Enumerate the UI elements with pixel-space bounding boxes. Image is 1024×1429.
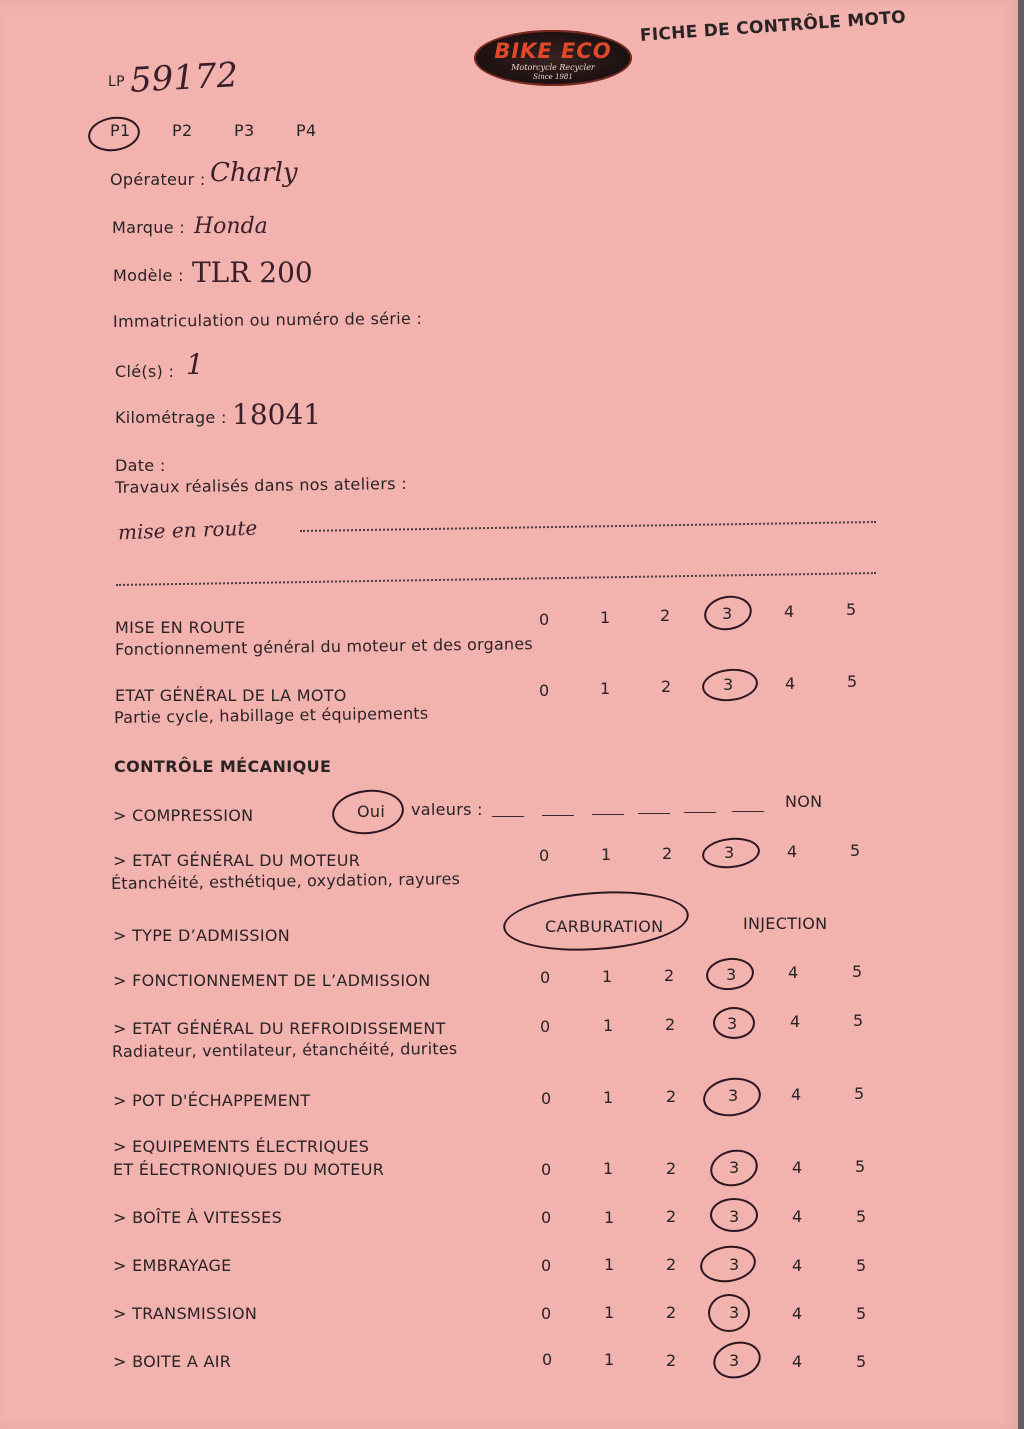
scale-0[interactable]: 0	[539, 846, 550, 865]
scale-4[interactable]: 4	[791, 1085, 802, 1104]
scale-4[interactable]: 4	[787, 842, 798, 861]
modele-value[interactable]: TLR 200	[192, 256, 313, 289]
compression-label: > COMPRESSION	[113, 806, 254, 825]
scale-2[interactable]: 2	[666, 1159, 677, 1178]
rating-circle	[700, 666, 759, 704]
etat-moto-subtitle: Partie cycle, habillage et équipements	[113, 703, 429, 727]
scale-3[interactable]: 3	[729, 1351, 740, 1370]
travaux-dotted-line-1	[300, 521, 876, 532]
operateur-label: Opérateur :	[110, 170, 206, 189]
scale-5[interactable]: 5	[856, 1256, 867, 1275]
bike-eco-logo	[474, 30, 632, 86]
scale-1[interactable]: 1	[602, 967, 613, 986]
kilometrage-value[interactable]: 18041	[232, 398, 322, 431]
controle-mecanique-title: CONTRÔLE MÉCANIQUE	[114, 757, 332, 776]
scale-1[interactable]: 1	[601, 845, 612, 864]
rating-circle	[704, 956, 755, 993]
scale-4[interactable]: 4	[788, 963, 799, 982]
equipements-electriques-subtitle: ET ÉLECTRONIQUES DU MOTEUR	[113, 1160, 385, 1179]
scale-0[interactable]: 0	[541, 1208, 552, 1227]
scale-5[interactable]: 5	[854, 1084, 865, 1103]
rating-circle	[710, 1198, 758, 1232]
rating-circle	[698, 1242, 758, 1285]
cles-value[interactable]: 1	[186, 348, 204, 381]
rating-circle	[701, 1074, 764, 1120]
scale-3[interactable]: 3	[729, 1158, 740, 1177]
compression-oui-circle	[330, 786, 406, 837]
boite-vitesses-title: > BOÎTE À VITESSES	[113, 1208, 283, 1227]
embrayage-title: > EMBRAYAGE	[113, 1256, 232, 1275]
scale-2[interactable]: 2	[665, 1015, 676, 1034]
kilometrage-label: Kilométrage :	[115, 408, 227, 427]
scale-2[interactable]: 2	[664, 966, 675, 985]
position-selected-circle	[86, 114, 142, 155]
cles-label: Clé(s) :	[115, 362, 175, 381]
scale-4[interactable]: 4	[784, 602, 795, 621]
scale-1[interactable]: 1	[604, 1303, 615, 1322]
lp-label: LP	[108, 74, 125, 90]
logo-tagline: Motorcycle Recycler	[511, 63, 595, 72]
date-label: Date :	[115, 456, 166, 475]
scale-2[interactable]: 2	[666, 1303, 677, 1322]
scale-5[interactable]: 5	[856, 1352, 867, 1371]
refroidissement-title: > ETAT GÉNÉRAL DU REFROIDISSEMENT	[113, 1019, 446, 1038]
etat-moteur-title: > ETAT GÉNÉRAL DU MOTEUR	[113, 851, 361, 870]
scale-4[interactable]: 4	[792, 1207, 803, 1226]
transmission-title: > TRANSMISSION	[113, 1304, 258, 1323]
travaux-value[interactable]: mise en route	[117, 515, 258, 545]
position-p3[interactable]: P3	[234, 121, 255, 140]
scale-4[interactable]: 4	[792, 1304, 803, 1323]
etat-moteur-subtitle: Étanchéité, esthétique, oxydation, rayures	[110, 869, 461, 893]
logo-brand: BIKE ECO	[494, 39, 612, 63]
mise-en-route-subtitle: Fonctionnement général du moteur et des organes	[114, 634, 533, 659]
boite-air-title: > BOITE A AIR	[113, 1352, 232, 1371]
scale-3[interactable]: 3	[729, 1303, 740, 1322]
scale-4[interactable]: 4	[785, 674, 796, 693]
scale-5[interactable]: 5	[853, 1011, 864, 1030]
admission-injection[interactable]: INJECTION	[743, 914, 828, 933]
scale-3[interactable]: 3	[729, 1207, 740, 1226]
equipements-electriques-title: > EQUIPEMENTS ÉLECTRIQUES	[113, 1137, 370, 1156]
position-p4[interactable]: P4	[296, 121, 317, 140]
scale-0[interactable]: 0	[541, 1256, 552, 1275]
compression-value-blank[interactable]	[492, 816, 524, 817]
scale-2[interactable]: 2	[661, 677, 672, 696]
rating-circle	[707, 1145, 761, 1190]
scale-1[interactable]: 1	[603, 1016, 614, 1035]
logo-since: Since 1981	[533, 73, 573, 81]
compression-value-blank[interactable]	[684, 812, 716, 813]
scale-1[interactable]: 1	[604, 1350, 615, 1369]
pot-echappement-title: > POT D'ÉCHAPPEMENT	[113, 1091, 311, 1110]
scale-4[interactable]: 4	[792, 1256, 803, 1275]
compression-oui[interactable]: Oui	[357, 802, 386, 821]
modele-label: Modèle :	[113, 266, 184, 285]
scale-5[interactable]: 5	[850, 841, 861, 860]
scale-0[interactable]: 0	[539, 681, 550, 700]
fonctionnement-admission-title: > FONCTIONNEMENT DE L’ADMISSION	[113, 971, 431, 990]
type-admission-label: > TYPE D’ADMISSION	[113, 926, 291, 945]
scale-2[interactable]: 2	[662, 844, 673, 863]
scale-3[interactable]: 3	[729, 1255, 740, 1274]
scale-1[interactable]: 1	[603, 1159, 614, 1178]
immatriculation-label: Immatriculation ou numéro de série :	[112, 308, 423, 331]
scale-4[interactable]: 4	[792, 1352, 803, 1371]
travaux-label: Travaux réalisés dans nos ateliers :	[114, 473, 407, 497]
carburation-circle	[501, 886, 691, 957]
operateur-value[interactable]: Charly	[210, 158, 298, 188]
scale-1[interactable]: 1	[600, 679, 611, 698]
position-p1[interactable]: P1	[110, 121, 131, 140]
rating-circle	[709, 1337, 764, 1384]
scale-0[interactable]: 0	[539, 610, 550, 629]
scale-2[interactable]: 2	[666, 1255, 677, 1274]
scale-0[interactable]: 0	[542, 1350, 553, 1369]
scale-0[interactable]: 0	[541, 1160, 552, 1179]
scale-5[interactable]: 5	[856, 1304, 867, 1323]
scale-2[interactable]: 2	[666, 1207, 677, 1226]
scale-1[interactable]: 1	[604, 1208, 615, 1227]
scale-1[interactable]: 1	[603, 1088, 614, 1107]
compression-value-blank[interactable]	[542, 815, 574, 816]
scale-5[interactable]: 5	[856, 1207, 867, 1226]
scale-3[interactable]: 3	[727, 1014, 738, 1033]
scale-5[interactable]: 5	[847, 672, 858, 691]
scale-4[interactable]: 4	[790, 1012, 801, 1031]
rating-circle	[701, 835, 762, 871]
mise-en-route-title: MISE EN ROUTE	[115, 618, 246, 637]
rating-circle	[701, 592, 754, 634]
scale-0[interactable]: 0	[541, 1089, 552, 1108]
compression-value-blank[interactable]	[732, 811, 764, 812]
scale-5[interactable]: 5	[846, 600, 857, 619]
lp-number[interactable]: 59172	[129, 55, 240, 101]
scale-3[interactable]: 3	[722, 604, 733, 623]
scale-4[interactable]: 4	[792, 1158, 803, 1177]
marque-value[interactable]: Honda	[194, 214, 268, 239]
refroidissement-subtitle: Radiateur, ventilateur, étanchéité, durites	[111, 1038, 458, 1061]
compression-non[interactable]: NON	[785, 792, 823, 811]
scale-2[interactable]: 2	[666, 1087, 677, 1106]
scale-2[interactable]: 2	[666, 1351, 677, 1370]
scale-3[interactable]: 3	[724, 843, 735, 862]
marque-label: Marque :	[112, 218, 185, 237]
etat-moto-title: ETAT GÉNÉRAL DE LA MOTO	[115, 686, 347, 705]
scale-1[interactable]: 1	[604, 1255, 615, 1274]
scale-3[interactable]: 3	[723, 675, 734, 694]
scale-5[interactable]: 5	[852, 962, 863, 981]
scale-2[interactable]: 2	[660, 606, 671, 625]
position-p2[interactable]: P2	[172, 121, 193, 140]
scale-0[interactable]: 0	[540, 968, 551, 987]
form-title: FICHE DE CONTRÔLE MOTO	[639, 7, 907, 46]
rating-circle	[708, 1294, 750, 1332]
compression-value-blank[interactable]	[592, 814, 624, 815]
travaux-dotted-line-2	[116, 572, 876, 586]
scale-0[interactable]: 0	[540, 1017, 551, 1036]
scale-1[interactable]: 1	[600, 608, 611, 627]
admission-carburation[interactable]: CARBURATION	[545, 917, 664, 936]
compression-value-blank[interactable]	[638, 813, 670, 814]
rating-circle	[713, 1007, 755, 1039]
scale-0[interactable]: 0	[541, 1304, 552, 1323]
scale-5[interactable]: 5	[855, 1157, 866, 1176]
scale-3[interactable]: 3	[728, 1086, 739, 1105]
compression-valeurs-label: valeurs :	[411, 800, 483, 819]
scale-3[interactable]: 3	[726, 965, 737, 984]
